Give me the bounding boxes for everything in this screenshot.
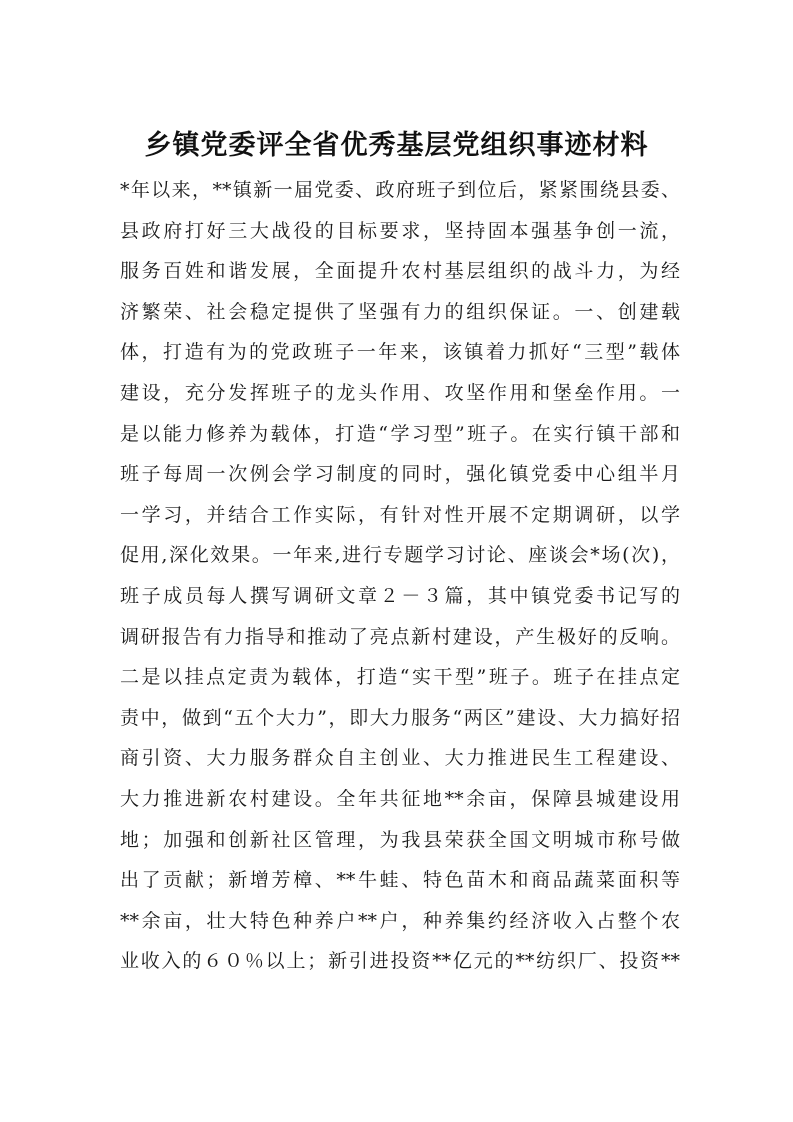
body-line: 商引资、大力服务群众自主创业、大力推进民生工程建设、 xyxy=(120,747,680,770)
body-line: 促用,深化效果。一年来,进行专题学习讨论、座谈会*场(次)， xyxy=(120,544,680,567)
body-line: 大力推进新农村建设。全年共征地**余亩，保障县城建设用 xyxy=(120,787,680,810)
body-line: 建设，充分发挥班子的龙头作用、攻坚作用和堡垒作用。一 xyxy=(120,381,680,404)
body-line: 县政府打好三大战役的目标要求，坚持固本强基争创一流， xyxy=(120,219,680,242)
body-line: 济繁荣、社会稳定提供了坚强有力的组织保证。一、创建载 xyxy=(120,300,680,323)
body-line: 地；加强和创新社区管理，为我县荣获全国文明城市称号做 xyxy=(120,828,680,851)
body-line: 班子每周一次例会学习制度的同时，强化镇党委中心组半月 xyxy=(120,463,680,486)
body-line: 一学习，并结合工作实际，有针对性开展不定期调研，以学 xyxy=(120,503,680,526)
body-line: 二是以挂点定责为载体，打造“实干型”班子。班子在挂点定 xyxy=(120,666,680,689)
body-line: 出了贡献；新增芳樟、**牛蛙、特色苗木和商品蔬菜面积等 xyxy=(120,869,680,892)
body-line: 调研报告有力指导和推动了亮点新村建设，产生极好的反响。 xyxy=(120,625,680,648)
body-line: 班子成员每人撰写调研文章２－３篇，其中镇党委书记写的 xyxy=(120,584,680,607)
body-line: 体，打造有为的党政班子一年来，该镇着力抓好“三型”载体 xyxy=(120,341,680,364)
body-line: 服务百姓和谐发展，全面提升农村基层组织的战斗力，为经 xyxy=(120,260,680,283)
body-line: 业收入的６０％以上；新引进投资**亿元的**纺织厂、投资** xyxy=(120,950,680,973)
document-title: 乡镇党委评全省优秀基层党组织事迹材料 xyxy=(144,130,649,161)
document-body xyxy=(120,170,680,982)
body-line: 责中，做到“五个大力”，即大力服务“两区”建设、大力搞好招 xyxy=(120,706,680,729)
body-line: *年以来，**镇新一届党委、政府班子到位后，紧紧围绕县委、 xyxy=(120,179,680,201)
body-line: 是以能力修养为载体，打造“学习型”班子。在实行镇干部和 xyxy=(120,422,680,445)
body-line: **余亩，壮大特色种养户**户，种养集约经济收入占整个农 xyxy=(120,909,680,932)
